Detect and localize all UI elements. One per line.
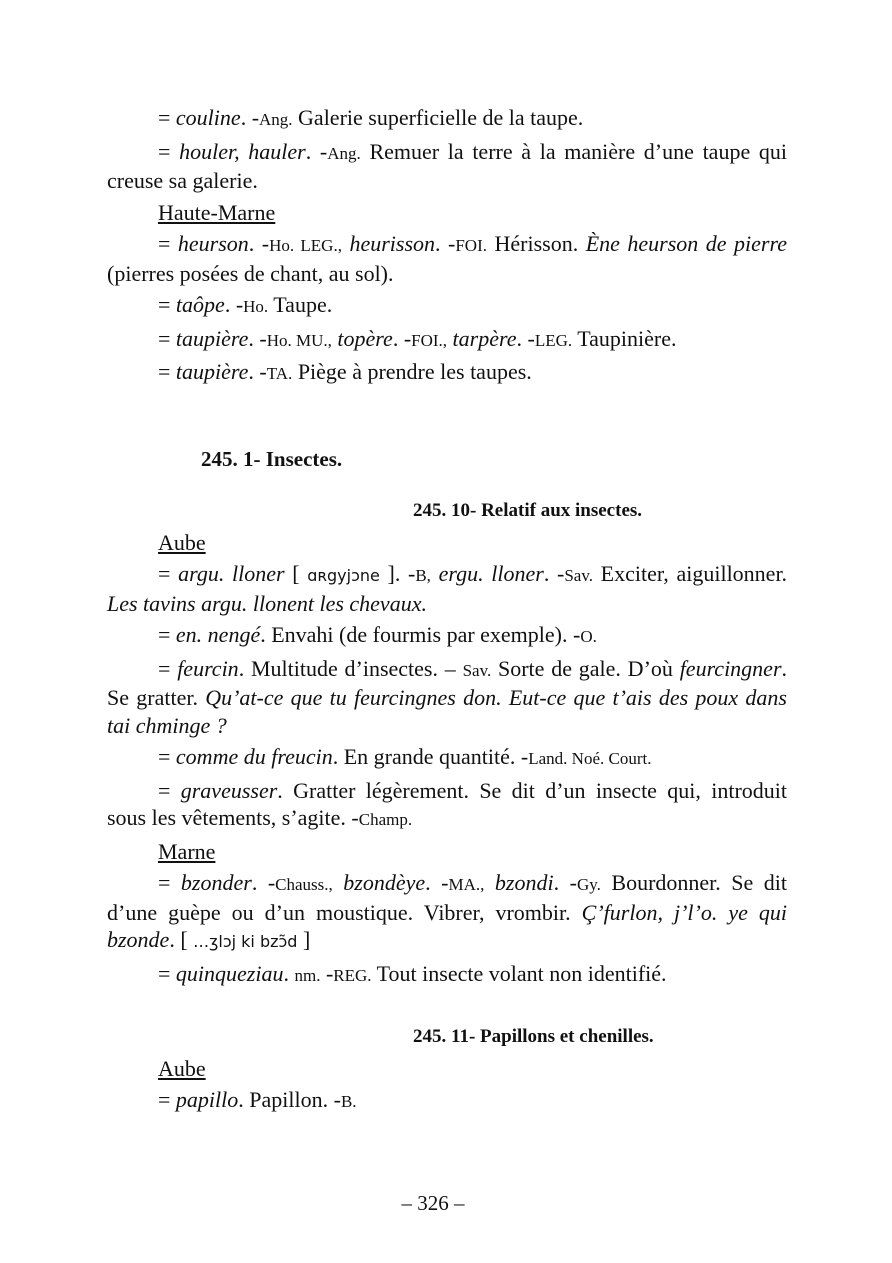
- definition: Exciter, aiguillonner.: [600, 561, 788, 586]
- headword: feurcin: [177, 655, 239, 681]
- entry-quinqueziau: = quinqueziau. nm. -REG. Tout insecte volant non identifié.: [158, 960, 667, 986]
- entry-nenge: = en. nengé. Envahi (de fourmis par exemple). -O.: [158, 622, 597, 647]
- source-abbr: Ang.: [327, 143, 361, 163]
- definition: Bourdonner. Se dit d’une guèpe ou d’un moustique. Vibrer, vrombir.: [107, 870, 788, 925]
- entry-taope: = taôpe. -Ho. Taupe.: [158, 292, 333, 317]
- source-abbr: TA.: [266, 364, 293, 383]
- headword: heurisson: [349, 231, 436, 256]
- entry-houler: = houler, hauler. -Ang. Remuer la terre à la manière d’une taupe qui creuse sa galerie.: [107, 138, 788, 193]
- headword: en. nengé: [175, 622, 261, 647]
- headword: taôpe: [175, 292, 225, 317]
- source-abbr: LEG.: [534, 330, 573, 350]
- page-number: – 326 –: [401, 1191, 465, 1215]
- headword: graveusser: [180, 777, 278, 803]
- source-abbr: FOI.,: [411, 330, 448, 350]
- entry-taupiere-piege: = taupière. -TA. Piège à prendre les taupes.: [158, 359, 532, 384]
- page-body: [107, 104, 787, 1120]
- region-haute-marne: Haute-Marne: [158, 199, 276, 225]
- headword: bzondi: [494, 870, 554, 895]
- subsection-heading-papillons: 245. 11- Papillons et chenilles.: [413, 1026, 654, 1047]
- source-abbr: Sav.: [564, 566, 593, 585]
- note: (pierres posées de chant, au sol).: [107, 260, 394, 286]
- source-abbr: Ang.: [259, 110, 293, 129]
- headword: argu. lloner: [178, 561, 285, 586]
- region-aube: Aube: [158, 529, 206, 555]
- example: Les tavins argu. llonent les chevaux.: [107, 590, 427, 616]
- grammar-abbr: nm.: [294, 965, 321, 985]
- example: Ène heurson de pierre: [585, 231, 788, 256]
- source-abbr: Ho.: [243, 297, 269, 316]
- definition: Taupinière.: [577, 325, 677, 351]
- definition: Sorte de gale. D’où: [498, 655, 673, 681]
- headword: taupière: [175, 359, 249, 384]
- entry-heurson: = heurson. -Ho. LEG., heurisson. -FOI. Hérisson. Ène heurson de pierre (pierres posées de chant, au sol).: [107, 231, 788, 286]
- source-abbr: B.: [340, 1092, 357, 1111]
- definition: Multitude d’insectes. –: [250, 655, 456, 681]
- source-abbr: Gy.: [576, 875, 601, 894]
- source-abbr: Land. Noé. Court.: [528, 749, 652, 768]
- definition: En grande quantité.: [343, 744, 516, 769]
- definition: Envahi (de fourmis par exemple).: [271, 622, 568, 647]
- headword: quinqueziau: [175, 960, 284, 986]
- phonetic: …ʒlɔj ki bzɔ̃d: [193, 932, 298, 951]
- source-abbr: REG.: [333, 965, 372, 985]
- headword: couline: [175, 105, 241, 130]
- region-aube-2: Aube: [158, 1055, 206, 1081]
- headword: tarpère: [452, 325, 517, 351]
- headword: topère: [337, 325, 393, 351]
- source-abbr: Sav.: [462, 660, 492, 680]
- phonetic: ɑʀgyjɔne: [307, 566, 380, 585]
- headword: bzonder: [180, 870, 252, 895]
- definition: Galerie superficielle de la taupe.: [298, 105, 584, 130]
- entry-papillo: = papillo. Papillon. -B.: [158, 1087, 357, 1112]
- headword: feurcingner: [679, 655, 782, 681]
- source-abbr: O.: [580, 627, 597, 646]
- headword: papillo: [175, 1087, 239, 1112]
- entry-taupiere: = taupière. -Ho. MU., topère. -FOI., tarpère. -LEG. Taupinière.: [158, 325, 677, 351]
- entry-argu: = argu. lloner [ ɑʀgyjɔne ]. -B, ergu. lloner. -Sav. Exciter, aiguillonner. Les tavins argu. llonent les chevaux.: [107, 561, 788, 616]
- definition: Hérisson.: [494, 231, 579, 256]
- headword: taupière: [175, 325, 249, 351]
- entry-bzonder: = bzonder. -Chauss., bzondèye. -MA., bzondi. -Gy. Bourdonner. Se dit d’une guèpe ou d’un moustique. Vibrer, vrombir. Ç’furlon, j’l’o. ye qui bzonde. [ …ʒlɔj ki bzɔ̃d ]: [107, 870, 788, 952]
- definition: Gratter légèrement. Se dit d’un insecte qui, introduit sous les vêtements, s’agite.: [107, 777, 787, 830]
- section-heading: 245. 1- Insectes.: [201, 446, 343, 471]
- definition: Taupe.: [273, 292, 333, 317]
- definition: Piège à prendre les taupes.: [297, 359, 532, 384]
- source-abbr: B,: [415, 566, 431, 585]
- headword: houler, hauler: [179, 138, 306, 164]
- definition: Tout insecte volant non identifié.: [376, 960, 667, 986]
- definition: Remuer la terre à la manière d’une taupe qui creuse sa galerie.: [107, 138, 788, 193]
- entry-feurcin: = feurcin. Multitude d’insectes. – Sav. Sorte de gale. D’où feurcingner. Se gratter. Qu’at-ce que tu feurcingnes don. Eut-ce que t’ais des poux dans tai chminge ?: [107, 655, 788, 738]
- subsection-heading-insectes: 245. 10- Relatif aux insectes.: [413, 500, 643, 521]
- entry-graveusser: = graveusser. Gratter légèrement. Se dit d’un insecte qui, introduit sous les vêtements, s’agite. -Champ.: [107, 777, 787, 830]
- source-abbr: Ho. MU.,: [266, 330, 332, 350]
- source-abbr: FOI.: [455, 236, 487, 255]
- headword: comme du freucin: [175, 744, 333, 769]
- example: Qu’at-ce que tu feurcingnes don. Eut-ce que t’ais des poux dans tai chminge ?: [107, 685, 787, 738]
- entry-couline: = couline. -Ang. Galerie superficielle de la taupe.: [158, 105, 584, 130]
- headword: bzondèye: [343, 870, 426, 895]
- region-marne: Marne: [158, 838, 216, 864]
- source-abbr: Chauss.,: [275, 875, 333, 894]
- example: Ç’furlon, j’l’o. ye qui bzonde: [107, 899, 788, 952]
- source-abbr: Champ.: [358, 810, 413, 829]
- headword: ergu. lloner: [438, 561, 544, 586]
- source-abbr: MA.,: [448, 875, 485, 894]
- source-abbr: Ho. LEG.,: [269, 236, 342, 255]
- definition: Se gratter.: [107, 685, 198, 710]
- entry-freucin: = comme du freucin. En grande quantité. -Land. Noé. Court.: [158, 744, 652, 769]
- headword: heurson: [177, 231, 249, 256]
- definition: Papillon.: [249, 1087, 329, 1112]
